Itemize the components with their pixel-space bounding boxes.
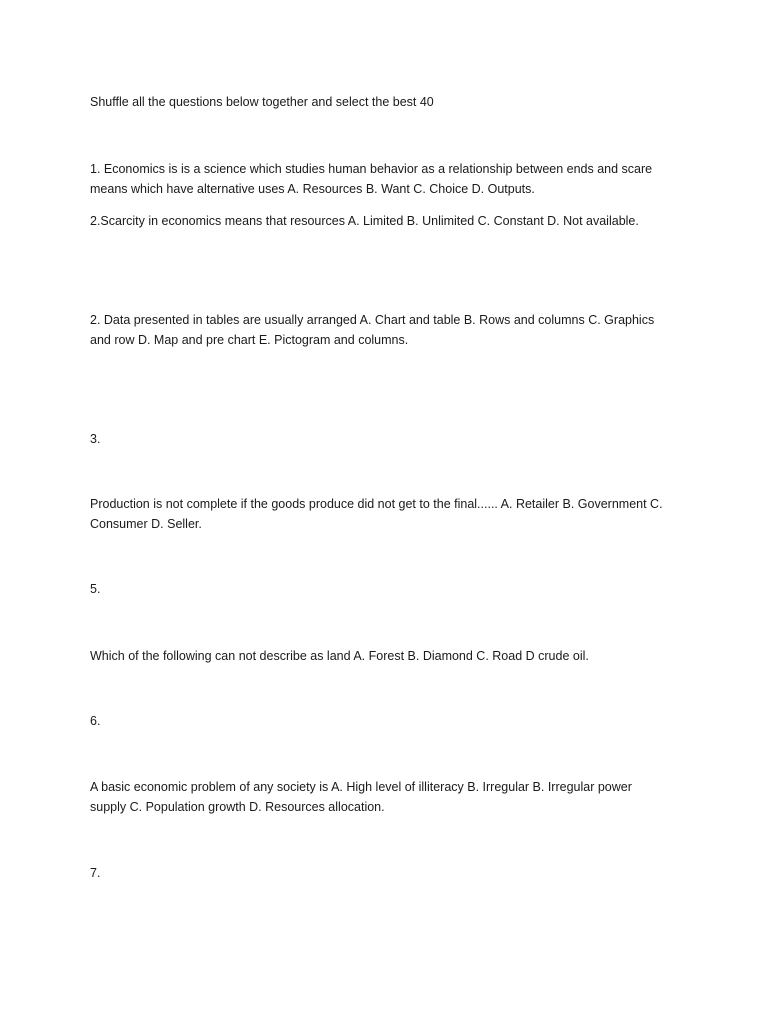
question-number-5: 5. <box>90 582 101 596</box>
question-economic-problem: A basic economic problem of any society is A. High level of illiteracy B. Irregular B. Irregular power supply C. Population growth D. Resources allocation. <box>90 780 632 814</box>
question-1: 1. Economics is is a science which studies human behavior as a relationship between ends and scare means which have alternative uses A. Resources B. Want C. Choice D. Outputs. <box>90 162 653 196</box>
question-2-scarcity: 2.Scarcity in economics means that resources A. Limited B. Unlimited C. Constant D. Not available. <box>90 214 639 228</box>
question-number-3: 3. <box>90 432 101 446</box>
question-production: Production is not complete if the goods produce did not get to the final...... A. Retailer B. Government C. Consumer D. Seller. <box>90 497 663 531</box>
question-number-6: 6. <box>90 714 101 728</box>
instruction-text: Shuffle all the questions below together and select the best 40 <box>90 95 434 109</box>
question-land: Which of the following can not describe as land A. Forest B. Diamond C. Road D crude oil. <box>90 649 589 663</box>
question-2-data-tables: 2. Data presented in tables are usually arranged A. Chart and table B. Rows and columns C. Graphics and row D. Map and pre chart E. Pictogram and columns. <box>90 313 655 347</box>
question-number-7: 7. <box>90 866 101 880</box>
